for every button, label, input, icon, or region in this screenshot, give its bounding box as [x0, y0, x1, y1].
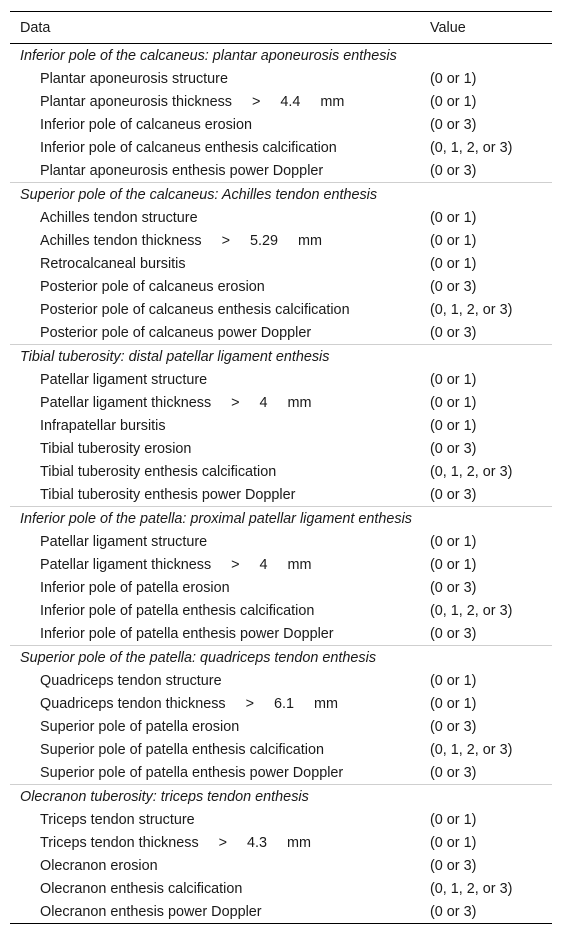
row-label: Tibial tuberosity erosion	[40, 440, 192, 457]
row-label: Inferior pole of calcaneus erosion	[40, 116, 252, 133]
section-row	[10, 646, 552, 670]
table-row	[10, 321, 552, 345]
table-row	[10, 692, 552, 715]
table-row	[10, 368, 552, 391]
section-row	[10, 183, 552, 207]
table-row	[10, 414, 552, 437]
row-value: (0 or 1)	[430, 394, 477, 411]
row-value: (0 or 1)	[430, 255, 477, 272]
table-row	[10, 206, 552, 229]
row-value: (0 or 3)	[430, 278, 477, 295]
row-value: (0 or 3)	[430, 579, 477, 596]
row-value: (0 or 1)	[430, 70, 477, 87]
header-row	[10, 12, 552, 44]
table-row	[10, 738, 552, 761]
row-value: (0, 1, 2, or 3)	[430, 301, 513, 318]
row-value: (0 or 1)	[430, 209, 477, 226]
section-row	[10, 44, 552, 68]
row-value: (0 or 1)	[430, 811, 477, 828]
row-label: Infrapatellar bursitis	[40, 417, 166, 434]
row-value: (0 or 1)	[430, 371, 477, 388]
table-row	[10, 854, 552, 877]
row-label: Quadriceps tendon structure	[40, 672, 222, 689]
row-value: (0 or 1)	[430, 556, 477, 573]
row-label: Plantar aponeurosis structure	[40, 70, 228, 87]
row-value: (0 or 1)	[430, 232, 477, 249]
table-row	[10, 761, 552, 785]
table-row	[10, 391, 552, 414]
row-label: Superior pole of patella enthesis calcification	[40, 741, 324, 758]
row-value: (0 or 3)	[430, 900, 552, 924]
table-row	[10, 483, 552, 507]
row-label: Inferior pole of patella erosion	[40, 579, 230, 596]
row-label: Olecranon enthesis calcification	[40, 880, 243, 897]
table-row	[10, 715, 552, 738]
row-value: (0 or 1)	[430, 417, 477, 434]
row-value: (0 or 1)	[430, 834, 477, 851]
section-title: Superior pole of the patella: quadriceps tendon enthesis	[10, 646, 552, 670]
row-label: Posterior pole of calcaneus erosion	[40, 278, 265, 295]
row-label: Posterior pole of calcaneus enthesis calcification	[40, 301, 350, 318]
row-label: Achilles tendon thickness > 5.29 mm	[40, 232, 322, 249]
section-row	[10, 785, 552, 809]
table-row	[10, 437, 552, 460]
row-value: (0, 1, 2, or 3)	[430, 463, 513, 480]
section-title: Olecranon tuberosity: triceps tendon enthesis	[10, 785, 552, 809]
table-row	[10, 669, 552, 692]
table-row	[10, 576, 552, 599]
table-row	[10, 229, 552, 252]
section-title: Superior pole of the calcaneus: Achilles tendon enthesis	[10, 183, 552, 207]
column-header-value: Value	[430, 19, 466, 36]
row-value: (0 or 3)	[430, 116, 477, 133]
table-row	[10, 90, 552, 113]
row-label: Patellar ligament thickness > 4 mm	[40, 556, 312, 573]
table-row	[10, 622, 552, 646]
table-row	[10, 67, 552, 90]
row-label: Quadriceps tendon thickness > 6.1 mm	[40, 695, 338, 712]
row-label: Superior pole of patella erosion	[40, 718, 240, 735]
row-value: (0 or 1)	[430, 93, 477, 110]
row-label: Patellar ligament thickness > 4 mm	[40, 394, 312, 411]
row-value: (0 or 3)	[430, 625, 477, 642]
section-row	[10, 507, 552, 531]
table-row	[10, 460, 552, 483]
row-value: (0 or 3)	[430, 857, 477, 874]
row-label: Plantar aponeurosis enthesis power Doppler	[40, 162, 324, 179]
table-row	[10, 275, 552, 298]
row-value: (0 or 1)	[430, 672, 477, 689]
row-label: Achilles tendon structure	[40, 209, 198, 226]
row-value: (0 or 1)	[430, 695, 477, 712]
section-title: Inferior pole of the calcaneus: plantar aponeurosis enthesis	[20, 47, 397, 64]
table-row	[10, 900, 552, 924]
table-row	[10, 252, 552, 275]
row-label: Inferior pole of calcaneus enthesis calcification	[40, 139, 337, 156]
row-value: (0 or 3)	[430, 486, 477, 503]
row-value: (0 or 3)	[430, 718, 477, 735]
data-table-container	[10, 11, 552, 924]
section-title: Tibial tuberosity: distal patellar ligament enthesis	[10, 345, 552, 369]
row-label: Patellar ligament structure	[40, 371, 208, 388]
table-row	[10, 298, 552, 321]
row-value: (0, 1, 2, or 3)	[430, 602, 513, 619]
row-label: Triceps tendon structure	[40, 811, 195, 828]
table-row	[10, 553, 552, 576]
row-label: Tibial tuberosity enthesis power Doppler	[40, 486, 296, 503]
row-label: Inferior pole of patella enthesis power Doppler	[40, 625, 334, 642]
row-label: Retrocalcaneal bursitis	[40, 255, 186, 272]
table-row	[10, 113, 552, 136]
table-row	[10, 530, 552, 553]
column-header-data: Data	[20, 19, 51, 36]
row-value: (0, 1, 2, or 3)	[430, 880, 513, 897]
section-row	[10, 345, 552, 369]
row-label: Olecranon erosion	[40, 857, 158, 874]
row-label: Tibial tuberosity enthesis calcification	[40, 463, 277, 480]
row-label: Patellar ligament structure	[40, 533, 208, 550]
enthesis-score-table	[10, 11, 552, 924]
section-title: Inferior pole of the patella: proximal patellar ligament enthesis	[10, 507, 552, 531]
row-label: Posterior pole of calcaneus power Doppler	[40, 324, 312, 341]
table-row	[10, 877, 552, 900]
row-value: (0 or 3)	[430, 440, 477, 457]
row-value: (0, 1, 2, or 3)	[430, 139, 513, 156]
table-body	[10, 44, 552, 924]
row-label: Olecranon enthesis power Doppler	[10, 900, 430, 924]
row-label: Plantar aponeurosis thickness > 4.4 mm	[40, 93, 345, 110]
table-row	[10, 599, 552, 622]
table-row	[10, 831, 552, 854]
row-label: Triceps tendon thickness > 4.3 mm	[40, 834, 311, 851]
row-label: Inferior pole of patella enthesis calcification	[40, 602, 315, 619]
table-row	[10, 808, 552, 831]
table-header	[10, 12, 552, 44]
row-value: (0, 1, 2, or 3)	[430, 741, 513, 758]
table-row	[10, 136, 552, 159]
row-value: (0 or 1)	[430, 533, 477, 550]
row-value: (0 or 3)	[430, 162, 477, 179]
row-label: Superior pole of patella enthesis power Doppler	[40, 764, 344, 781]
row-value: (0 or 3)	[430, 324, 477, 341]
row-value: (0 or 3)	[430, 764, 477, 781]
table-row	[10, 159, 552, 183]
